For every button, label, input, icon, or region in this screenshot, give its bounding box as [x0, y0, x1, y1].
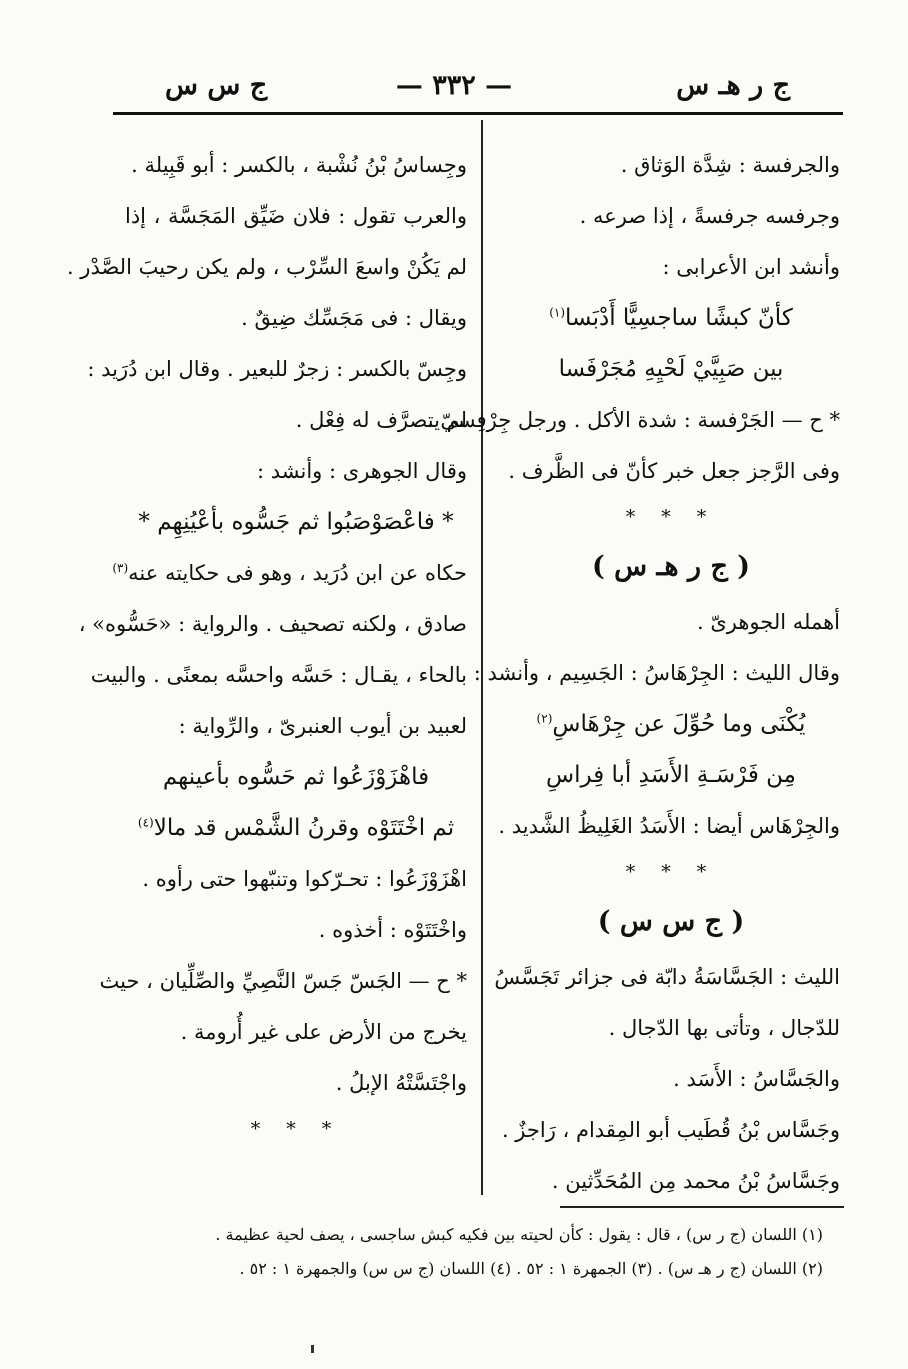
section-separator: [125, 1109, 467, 1149]
line-text: كأنّ كبشًا ساجسِيًّا أَدْبَسا: [565, 305, 793, 331]
line-text: بالحاء ، يقـال : حَسَّه واحسَّه بمعنًى . والبيت: [90, 663, 467, 687]
line-text: والجَسَّاسُ : الأَسَد .: [673, 1067, 840, 1091]
line-text: وجرفسه جرفسةً ، إذا صرعه .: [579, 204, 840, 228]
line-text: والعرب تقول : فلان ضَيِّق المَجَسَّة ، إذا: [125, 204, 467, 228]
line-text: لم يَكُنْ واسعَ السِّرْب ، ولم يكن رحيبَ الصَّدْر .: [66, 255, 467, 279]
verse-line: [125, 803, 467, 854]
text-line: [498, 801, 840, 852]
running-header: [0, 70, 908, 110]
footnote-line: (١) اللسان (ج ر س) ، قال : يقول : كأن لحيته بين فكيه كبش ساجسى ، يصف لحية عظيمة .: [215, 1225, 823, 1244]
header-right-title: ج ر هـ س: [676, 70, 790, 101]
left-column: [66, 140, 467, 1149]
verse-line: [125, 497, 467, 548]
text-line: [125, 701, 467, 752]
line-text: لم يتصرَّف له فِعْل .: [295, 408, 467, 432]
text-line: [502, 1156, 840, 1207]
line-text: * فاعْصَوْصَبُوا ثم جَسُّوه بأعْيُنِهِم *: [138, 509, 454, 535]
line-text: مِن فَرْسَـةِ الأَسَدِ أبا فِراسِ: [546, 762, 796, 788]
text-line: [427, 395, 840, 446]
line-text: * * *: [625, 861, 717, 883]
footnote-reference: (٤): [137, 815, 154, 830]
footnote-reference: (١): [549, 305, 566, 320]
verse-line: [502, 750, 840, 801]
section-separator: [502, 497, 840, 537]
section-heading: [502, 537, 840, 597]
text-line: [125, 140, 467, 191]
line-text: حكاه عن ابن دُرَيد ، وهو فى حكايته عنه: [128, 561, 467, 585]
line-text: للدّجال ، وتأتى بها الدّجال .: [608, 1016, 840, 1040]
line-text: واخْتَتَوْه : أخذوه .: [318, 918, 467, 942]
verse-line: [502, 699, 840, 750]
text-line: [502, 1003, 840, 1054]
text-line: [502, 597, 840, 648]
text-line: [87, 344, 467, 395]
page-mark: [311, 1345, 314, 1353]
line-text: أهمله الجوهرىّ .: [696, 610, 840, 634]
text-line: [473, 648, 840, 699]
line-text: يُكْنَى وما حُوِّلَ عن جِرْهَاسِ: [552, 711, 806, 737]
line-text: الليث : الجَسَّاسَةُ دابّة فى جزائر تَجَسَّسُ: [494, 965, 840, 989]
text-line: [502, 140, 840, 191]
line-text: وأنشد ابن الأعرابى :: [662, 255, 840, 279]
text-line: [112, 548, 467, 599]
text-line: [125, 854, 467, 905]
text-line: [99, 956, 467, 1007]
line-text: لعبيد بن أيوب العنبرىّ ، والرِّواية :: [178, 714, 467, 738]
text-line: [125, 1007, 467, 1058]
line-text: بين صَبِيَّيْ لَحْيِهِ مُجَرْفَسا: [558, 356, 784, 382]
section-heading: [502, 892, 840, 952]
text-line: [78, 599, 467, 650]
line-text: * ح — الجَسّ جَسّ النَّصِيِّ والصِّلِّيان ، حيث: [99, 969, 467, 993]
text-line: [125, 446, 467, 497]
footnote-reference: (٣): [112, 561, 129, 575]
text-line: [125, 191, 467, 242]
line-text: وقال الليث : الجِرْهَاسُ : الجَسِيم ، وأنشد :: [473, 661, 840, 685]
line-text: فاهْزَوْزَعُوا ثم حَسُّوه بأعينهم: [162, 764, 430, 790]
footnote-rule: [560, 1206, 844, 1208]
footnote-line: (٢) اللسان (ج ر هـ س) . (٣) الجمهرة ١ : ٥٢ . (٤) اللسان (ج س س) والجمهرة ١ : ٥٢ .: [239, 1259, 823, 1278]
text-line: [494, 952, 840, 1003]
footnotes: [103, 1218, 823, 1286]
line-text: واجْتَسَّتْهُ الإبلُ .: [335, 1071, 467, 1095]
line-text: ( ج ر هـ س ): [591, 551, 751, 582]
line-text: يخرج من الأرض على غير أُرومة .: [180, 1020, 467, 1044]
text-line: [125, 1058, 467, 1109]
verse-line: [125, 752, 467, 803]
line-text: والجرفسة : شِدَّة الوَثاق .: [620, 153, 840, 177]
line-text: ( ج س س ): [597, 906, 745, 937]
text-line: [502, 1105, 840, 1156]
line-text: اهْزَوْزَعُوا : تحـرّكوا وتنبّهوا حتى رأوه .: [142, 867, 467, 891]
line-text: وجِسّ بالكسر : زجرٌ للبعير . وقال ابن دُرَيد :: [87, 357, 467, 381]
line-text: وفى الرَّجز جعل خبر كأنّ فى الظَّرف .: [508, 459, 840, 483]
line-text: صادق ، ولكنه تصحيف . والرواية : «حَسُّوه» ،: [78, 612, 467, 636]
header-rule: [113, 112, 843, 115]
line-text: * * *: [250, 1118, 342, 1140]
section-separator: [502, 852, 840, 892]
page-number: — ٣٣٢ —: [395, 70, 513, 101]
verse-line: [502, 293, 840, 344]
header-left-title: ج س س: [165, 70, 268, 101]
text-line: [66, 242, 467, 293]
line-text: * * *: [625, 506, 717, 528]
right-column: [427, 140, 840, 1207]
text-line: [502, 191, 840, 242]
text-line: [502, 1054, 840, 1105]
text-line: [502, 242, 840, 293]
line-text: والجِرْهَاس أيضا : الأَسَدُ الغَلِيظُ الشَّديد .: [498, 814, 840, 838]
line-text: ثم اخْتَتَوْه وقرنُ الشَّمْس قد مالا: [153, 815, 455, 841]
line-text: * ح — الجَرْفسة : شدة الأكل . ورجل جِرْفِسيّ .: [427, 408, 840, 432]
line-text: وقال الجوهرى : وأنشد :: [257, 459, 467, 483]
line-text: وجِساسُ بْنُ نُشْبة ، بالكسر : أبو قَبِيلة .: [131, 153, 467, 177]
footnote-reference: (٢): [536, 711, 553, 726]
line-text: وجَسَّاس بْنُ قُطَيب أبو المِقدام ، رَاجزٌ .: [501, 1118, 840, 1142]
line-text: وجَسَّاسُ بْنُ محمد مِن المُحَدِّثين .: [551, 1169, 840, 1193]
text-line: [502, 446, 840, 497]
text-line: [125, 395, 467, 446]
text-line: [90, 650, 467, 701]
line-text: ويقال : فى مَجَسِّك ضِيقٌ .: [241, 306, 467, 330]
text-line: [125, 293, 467, 344]
text-line: [125, 905, 467, 956]
verse-line: [502, 344, 840, 395]
